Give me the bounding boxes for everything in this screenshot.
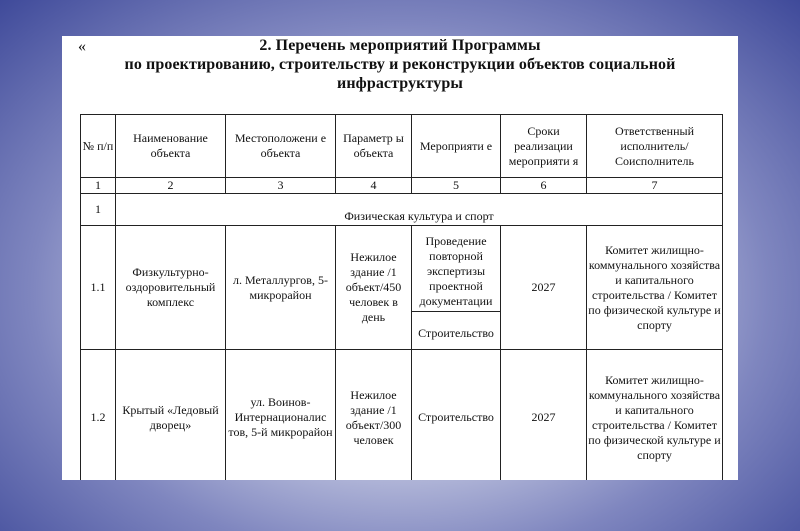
row-term: 2027 <box>501 350 587 481</box>
column-number: 1 <box>81 178 116 194</box>
row-params: Нежилое здание /1 объект/300 человек <box>336 350 412 481</box>
row-num: 1.1 <box>81 226 116 350</box>
row-location: ул. Воинов-Интернационалис тов, 5-й микрорайон <box>226 350 336 481</box>
header-name: Наименование объекта <box>116 115 226 178</box>
header-measure: Мероприяти е <box>412 115 501 178</box>
table-header-row <box>81 115 723 178</box>
row-num: 1.2 <box>81 350 116 481</box>
row-name: Крытый «Ледовый дворец» <box>116 350 226 481</box>
column-number: 6 <box>501 178 587 194</box>
opening-quote-mark: « <box>78 38 86 55</box>
measure-top: Проведение повторной экспертизы проектной документации <box>412 234 500 312</box>
row-responsible: Комитет жилищно-коммунального хозяйства и капитального строительства / Комитет по физической культуре и спорту <box>587 350 723 481</box>
title-line-1: 2. Перечень мероприятий Программы <box>259 37 541 54</box>
section-row <box>81 194 723 226</box>
column-number: 2 <box>116 178 226 194</box>
column-number: 3 <box>226 178 336 194</box>
section-title: Физическая культура и спорт <box>116 194 723 226</box>
measure-split <box>412 234 500 341</box>
measure-bottom: Строительство <box>418 326 494 340</box>
document-title <box>82 36 718 93</box>
row-measure <box>412 226 501 350</box>
header-num: № п/п <box>81 115 116 178</box>
column-number: 7 <box>587 178 723 194</box>
section-num: 1 <box>81 194 116 226</box>
header-responsible: Ответственный исполнитель/ Соисполнитель <box>587 115 723 178</box>
document-page <box>62 36 738 480</box>
header-location: Местоположени е объекта <box>226 115 336 178</box>
title-line-3: инфраструктуры <box>337 75 463 92</box>
column-number: 5 <box>412 178 501 194</box>
row-params: Нежилое здание /1 объект/450 человек в день <box>336 226 412 350</box>
header-term: Сроки реализации мероприяти я <box>501 115 587 178</box>
row-location: л. Металлургов, 5-микрорайон <box>226 226 336 350</box>
column-number: 4 <box>336 178 412 194</box>
column-number-row <box>81 178 723 194</box>
table-row <box>81 350 723 481</box>
row-name: Физкультурно-оздоровительный комплекс <box>116 226 226 350</box>
program-measures-table <box>80 114 723 480</box>
table-row <box>81 226 723 350</box>
header-params: Параметр ы объекта <box>336 115 412 178</box>
row-responsible: Комитет жилищно-коммунального хозяйства и капитального строительства / Комитет по физической культуре и спорту <box>587 226 723 350</box>
title-line-2: по проектированию, строительству и реконструкции объектов социальной <box>124 56 676 73</box>
row-measure: Строительство <box>412 350 501 481</box>
row-term: 2027 <box>501 226 587 350</box>
